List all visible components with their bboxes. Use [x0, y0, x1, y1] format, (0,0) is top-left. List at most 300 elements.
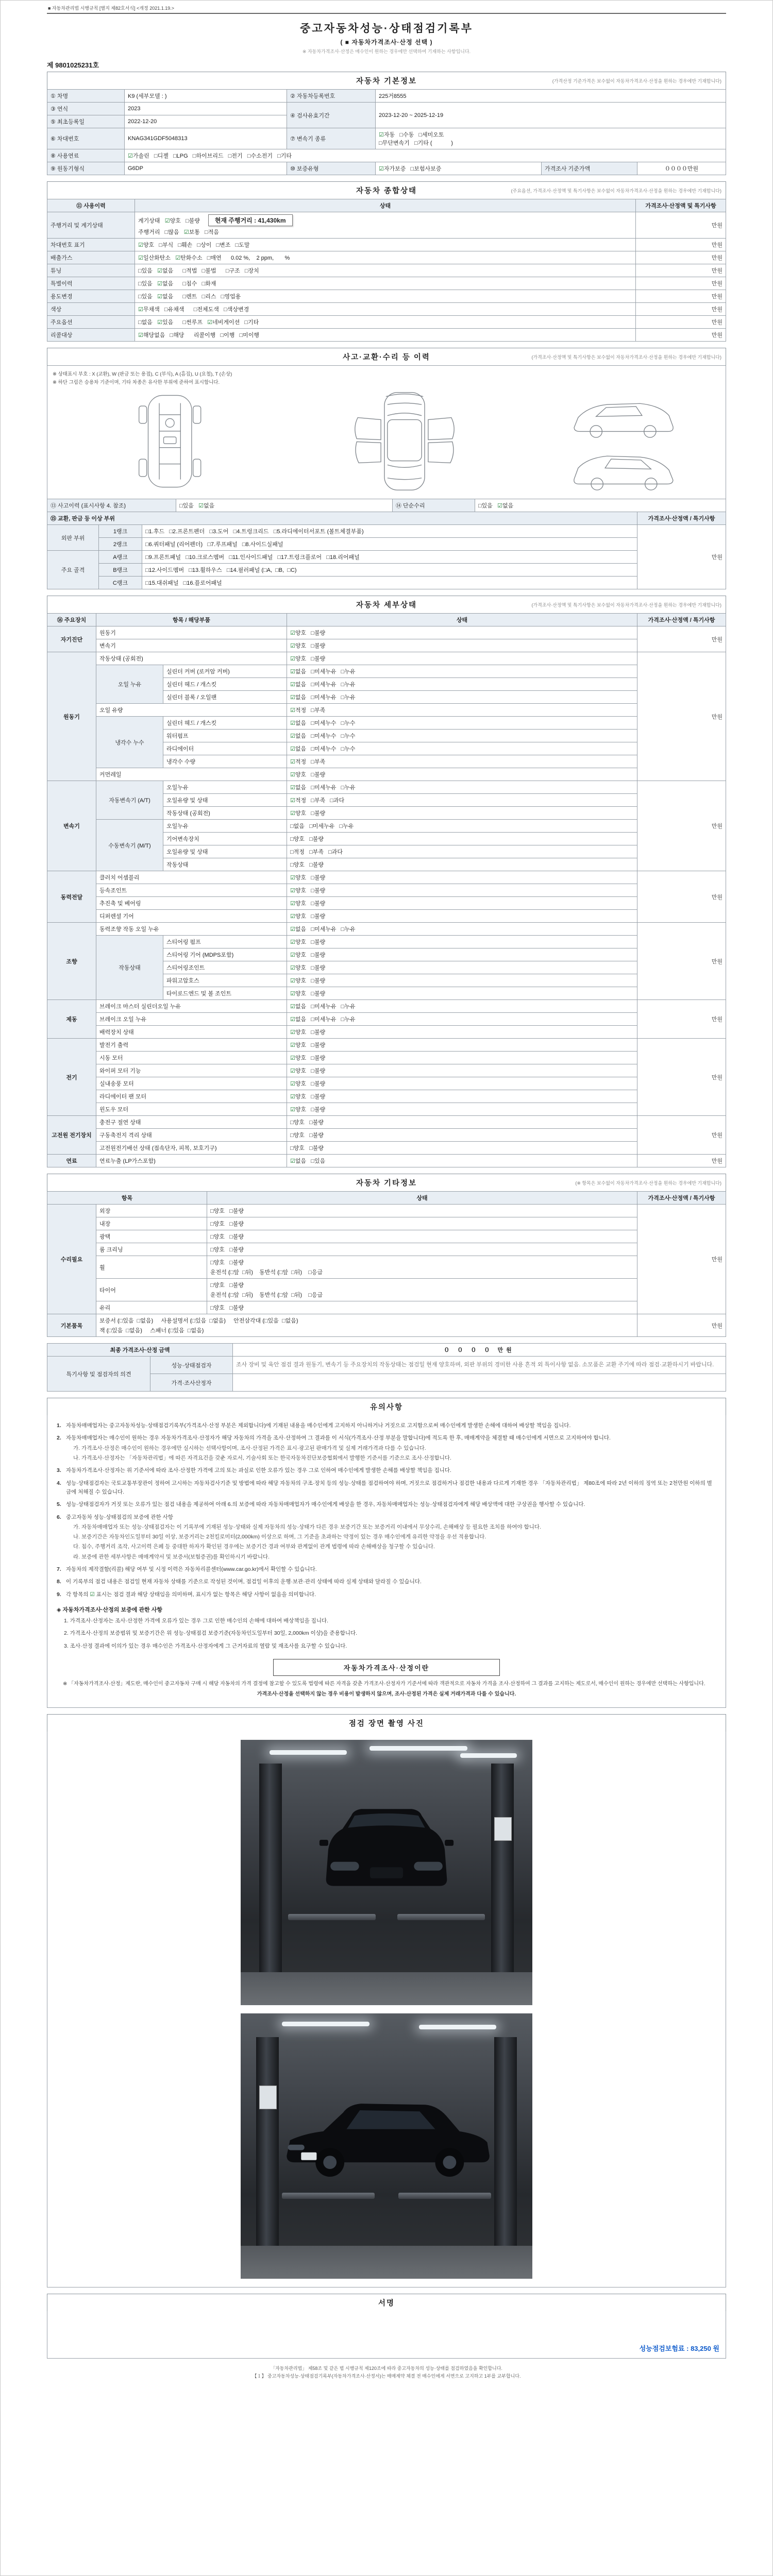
part-label: 배력장치 상태 [96, 1026, 287, 1039]
state-checkboxes[interactable]: □양호 □불량 [287, 858, 637, 871]
detail-row [47, 1243, 726, 1256]
part-label: 유리 [96, 1301, 207, 1314]
overall-row [47, 251, 726, 264]
state-checkboxes[interactable]: ☑양호 □불량 [287, 1039, 637, 1052]
state-checkboxes[interactable]: □양호 □불량 [207, 1243, 637, 1256]
state-checkboxes[interactable]: □적정 □부족 □과다 [287, 845, 637, 858]
state-checkboxes[interactable]: □양호 □불량 운전석 (□앞 □뒤) 동반석 (□앞 □뒤) □응급 [207, 1279, 637, 1301]
part-label: 워터펌프 [163, 730, 287, 742]
reg-no-label: ② 자동차등록번호 [287, 90, 376, 103]
device-label: 동력전달 [47, 871, 96, 923]
device-label: 자기진단 [47, 626, 96, 652]
detail-row [47, 936, 726, 948]
transmission-options-line2: □무단변속기 □기타 ( ) [379, 140, 453, 146]
part-label: 스티어링조인트 [163, 961, 287, 974]
notice-item: 8. 이 기록부의 점검 내용은 점검일 현재 자동차 상태를 기준으로 작성된 것이며, 점검일 이후의 운행·보관·관리 상태에 따라 실제 상태와 달라질 수 있습니다. [57, 1579, 422, 1585]
state-checkboxes[interactable]: ☑없음 □미세누수 □누수 [287, 742, 637, 755]
state-checkboxes[interactable]: ☑양호 □불량 [287, 807, 637, 820]
panel-group-label: 외판 부위 [47, 525, 99, 551]
state-checkboxes[interactable]: ☑양호 □불량 [287, 897, 637, 910]
rank-label: B랭크 [99, 564, 142, 577]
accident-header [47, 348, 726, 365]
detail-row [47, 1090, 726, 1103]
state-checkboxes[interactable]: □양호 □불량 [207, 1217, 637, 1230]
detail-row [47, 910, 726, 923]
state-checkboxes[interactable]: ☑양호 □불량 [287, 1077, 637, 1090]
lift-post-left [259, 1764, 282, 1972]
overall-note: (주요옵션, 가격조사·산정액 및 특기사항은 보수없이 자동차가격조사·산정을 원하는 경우에만 기재합니다) [511, 188, 721, 193]
lift-post-left [256, 2037, 279, 2246]
part-label: 구동축전지 격리 상태 [96, 1129, 287, 1142]
final-amount-value: ０ ０ ０ ０ 만원 [233, 1344, 726, 1357]
price-cell: 만원 [637, 1116, 726, 1155]
warranty-item: 3. 조사·산정 결과에 이의가 있는 경우 매수인은 가격조사·산정자에게 그 근거자료의 열람 및 재조사를 요구할 수 있습니다. [64, 1642, 347, 1649]
fuel-checkboxes[interactable]: ☑가솔린 □디젤 □LPG □하이브리드 □전기 □수소전기 □기타 [125, 149, 726, 162]
first-reg-value: 2022-12-20 [125, 115, 287, 128]
state-checkboxes[interactable]: ☑양호 □불량 [287, 639, 637, 652]
notice-item: 3. 자동차가격조사·산정자는 위 기준서에 따라 조사·산정한 가격에 고의 또는 과실로 인한 오류가 있는 경우 그로 인하여 매수인에게 발생한 손해를 배상할 책임을 집니다. [57, 1467, 451, 1474]
price-cell: 만원 [637, 871, 726, 923]
part-label: 실린더 블록 / 오일팬 [163, 691, 287, 704]
state-checkboxes[interactable]: ☑양호 □불량 [287, 1026, 637, 1039]
usage-history-label: 특별이력 [47, 277, 135, 290]
document-subtitle: ( ■ 자동차가격조사·산정 선택 ) [340, 39, 433, 46]
document-subtitle-note: ※ 자동차가격조사·산정은 매수인이 원하는 경우에만 선택하여 기재하는 사항입니다. [302, 49, 471, 54]
state-checkboxes[interactable]: ☑양호 □불량 [287, 626, 637, 639]
state-checkboxes[interactable]: □있음 ☑없음 □적법 □불법 □구조 □장치 [135, 264, 636, 277]
detail-row [47, 1301, 726, 1314]
etc-title: 자동차 기타정보 [356, 1179, 417, 1188]
title-block [47, 20, 726, 55]
col-etc-state: 상태 [207, 1192, 637, 1205]
state-checkboxes[interactable]: ☑없음 □미세누유 □누유 [287, 691, 637, 704]
notice-list [57, 1421, 716, 1651]
car-diagram-perspective-column [564, 392, 683, 492]
notice-item: 7. 자동차의 제작결함(리콜) 해당 여부 및 시정 이력은 자동차리콜센터(www.car.go.kr)에서 확인할 수 있습니다. [57, 1566, 317, 1573]
state-checkboxes[interactable]: ☑양호 □불량 [287, 961, 637, 974]
document-title: 중고자동차성능·상태점검기록부 [300, 23, 473, 35]
detail-row [47, 1205, 726, 1217]
part-label: 원동기 [96, 626, 287, 639]
state-checkboxes[interactable]: ☑양호 □불량 [287, 948, 637, 961]
state-checkboxes[interactable]: ☑없음 □미세누유 □누유 [287, 781, 637, 794]
state-checkboxes[interactable]: ☑양호 □불량 [287, 974, 637, 987]
state-checkboxes[interactable]: □없음 ☑있음 □썬루프 ☑네비게이션 □기타 [135, 316, 636, 329]
state-checkboxes[interactable]: 계기상태 ☑양호 □불량 현재 주행거리 : 41,430km 주행거리 □많음 ☑보통 □적음 [135, 212, 636, 239]
car-diagram-front-perspective [564, 392, 683, 439]
exchange-row [47, 538, 726, 551]
state-checkboxes[interactable]: □양호 □불량 [287, 1116, 637, 1129]
state-checkboxes[interactable]: ☑양호 □부식 □훼손 □상이 □변조 □도말 [135, 239, 636, 251]
appraiser-label: 가격·조사산정자 [150, 1374, 233, 1392]
car-diagram-top-view [320, 388, 490, 494]
state-checkboxes[interactable]: ☑양호 □불량 [287, 1090, 637, 1103]
state-checkboxes[interactable]: ☑양호 □불량 [287, 652, 637, 665]
part-label: 외장 [96, 1205, 207, 1217]
section-overall-condition [47, 181, 726, 342]
panel-checkboxes[interactable]: □9.프론트패널 □10.크로스멤버 □11.인사이드패널 □17.트렁크플로어 □18.리어패널 [142, 551, 637, 564]
accident-history-label: ⑬ 사고이력 (표시사항 4. 참조) [47, 499, 176, 512]
overall-row [47, 212, 726, 239]
price-cell: 만원 [637, 781, 726, 871]
state-checkboxes[interactable]: ☑양호 □불량 [287, 1064, 637, 1077]
state-checkboxes[interactable]: ☑없음 □미세누수 □누수 [287, 730, 637, 742]
detail-row [47, 717, 726, 730]
part-label: 발전기 출력 [96, 1039, 287, 1052]
device-label: 변속기 [47, 781, 96, 871]
accident-title: 사고·교환·수리 등 이력 [343, 353, 430, 362]
price-cell: 만원 [637, 1155, 726, 1167]
detail-row [47, 652, 726, 665]
exchange-row [47, 564, 726, 577]
rank-label: C랭크 [99, 577, 142, 589]
subgroup-label: 수동변속기 (M/T) [96, 820, 163, 871]
state-checkboxes[interactable]: ☑해당없음 □해당 리콜이행 □이행 □미이행 [135, 329, 636, 342]
part-label: 브레이크 오일 누유 [96, 1013, 287, 1026]
car-diagrams [53, 388, 720, 494]
detail-row [47, 639, 726, 652]
warranty-item: 2. 가격조사·산정의 보증범위 및 보증기간은 위 성능·상태점검 보증기준(자동차인도일부터 30일, 2,000km 이상)을 준용합니다. [64, 1630, 358, 1637]
part-label: 스티어링 펌프 [163, 936, 287, 948]
price-cell: 만원 [637, 525, 726, 589]
car-silhouette-side [277, 2080, 498, 2191]
etc-column-headers [47, 1192, 726, 1205]
ceiling-light [282, 2022, 369, 2026]
overall-row [47, 239, 726, 251]
appraiser-opinion-text [233, 1374, 726, 1392]
detail-row [47, 1230, 726, 1243]
final-price-table [47, 1343, 726, 1392]
ceiling-light [460, 1753, 517, 1758]
part-label: 작동상태 (공회전) [96, 652, 287, 665]
state-checkboxes[interactable]: □양호 □불량 [287, 1142, 637, 1155]
price-cell: 만원 [637, 652, 726, 781]
row-fuel [47, 149, 726, 162]
part-label: 라디에이터 팬 모터 [96, 1090, 287, 1103]
overall-condition-table [47, 199, 726, 342]
state-checkboxes[interactable]: ☑양호 □불량 [287, 871, 637, 884]
state-checkboxes[interactable]: ☑양호 □불량 [287, 1103, 637, 1116]
state-checkboxes[interactable]: ☑적정 □부족 [287, 704, 637, 717]
final-amount-label: 최종 가격조사·산정 금액 [47, 1344, 233, 1357]
usage-history-label: 색상 [47, 303, 135, 316]
state-checkboxes[interactable]: □양호 □불량 [207, 1205, 637, 1217]
row-car-name [47, 90, 726, 103]
basic-info-note: (가격산정 기준가격은 보수없이 자동차가격조사·산정을 원하는 경우에만 기재합니다) [552, 78, 721, 83]
usage-history-label: 튜닝 [47, 264, 135, 277]
detail-row [47, 1064, 726, 1077]
price-definition-text: ※ 「자동차가격조사·산정」제도란, 매수인이 중고자동차 구매 시 해당 자동차의 가격 결정에 참고할 수 있도록 법령에 따른 자격을 갖춘 가격조사·산정자가 기준서에 따라 객관적으로 자동차 가격을 조사·산정하여 그 결과를 고지하는 제도로서, 매수인이 원하는 경우에만 선택하는 사항입니다. [63, 1681, 705, 1687]
part-label: 브레이크 마스터 실린더오일 누유 [96, 1000, 287, 1013]
price-cell: 만원 [636, 290, 726, 303]
state-checkboxes[interactable]: ☑없음 □미세누유 □누유 [287, 1000, 637, 1013]
state-checkboxes[interactable]: □양호 □불량 [287, 833, 637, 845]
notice-item: 9. 각 항목의 ☑ 표시는 점검 결과 해당 상태임을 의미하며, 표시가 없는 항목은 해당 사항이 없음을 의미합니다. [57, 1591, 316, 1598]
notice-item: 1. 자동차매매업자는 중고자동차성능·상태점검기록부(가격조사·산정 부분은 제외합니다)에 기재된 내용을 매수인에게 고지하지 아니하거나 거짓으로 고지함으로써 매수인에게 발생한 손해에 대하여 배상할 책임을 집니다. [57, 1422, 571, 1429]
accident-history-row [47, 499, 726, 512]
exchange-label: ⑮ 교환, 판금 등 이상 부위 [47, 512, 637, 525]
signature-title: 서명 [378, 2299, 395, 2308]
part-label: 내장 [96, 1217, 207, 1230]
inspection-photo-side [241, 2013, 532, 2279]
state-checkboxes[interactable]: □없음 □미세누유 □누유 [287, 820, 637, 833]
overall-row [47, 316, 726, 329]
price-cell: 만원 [636, 303, 726, 316]
state-checkboxes[interactable]: ☑양호 □불량 [287, 910, 637, 923]
inspection-period-value: 2023-12-20 ~ 2025-12-19 [376, 103, 726, 128]
part-label: 오일누유 [163, 781, 287, 794]
part-label: 타이어 [96, 1279, 207, 1301]
lift-placard [494, 1817, 512, 1841]
part-label: 오일누유 [163, 820, 287, 833]
part-label: 변속기 [96, 639, 287, 652]
first-reg-label: ⑤ 최초등록일 [47, 115, 125, 128]
part-label: 광택 [96, 1230, 207, 1243]
section-final-price [47, 1343, 726, 1392]
panel-checkboxes[interactable]: □12.사이드멤버 □13.휠하우스 □14.필러패널 (□A, □B, □C) [142, 564, 637, 577]
state-checkboxes[interactable]: ☑양호 □불량 [287, 987, 637, 1000]
price-cell: 만원 [636, 277, 726, 290]
section-photos [47, 1714, 726, 2287]
notice-item: 4. 성능·상태점검자는 국토교통부장관이 정하여 고시하는 자동차검사기준 및 방법에 따라 해당 자동차의 구조·장치 등의 성능·상태를 점검하여야 하며, 거짓으로 점검하거나 점검한 내용과 다르게 기재한 경우 「자동차관리법」 제80조에 따라 2년 이하의 징역 또는 2천만원 이하의 벌금에 처해질 수 있습니다. [57, 1480, 712, 1495]
detail-row [47, 1314, 726, 1337]
car-name-label: ① 차명 [47, 90, 125, 103]
detail-row [47, 1103, 726, 1116]
detail-row [47, 1077, 726, 1090]
price-cell: 만원 [637, 626, 726, 652]
ceiling-light [369, 1746, 467, 1751]
device-label: 수리필요 [47, 1205, 96, 1314]
state-checkboxes[interactable]: □양호 □불량 [207, 1301, 637, 1314]
basic-info-table [47, 89, 726, 175]
inspector-opinion-row [47, 1357, 726, 1374]
device-label: 기본품목 [47, 1314, 96, 1337]
col-state: 상태 [135, 199, 636, 212]
engine-type-value: G6DP [125, 162, 287, 175]
part-label: 디퍼렌셜 기어 [96, 910, 287, 923]
state-checkboxes[interactable]: ☑적정 □부족 [287, 755, 637, 768]
car-silhouette-front [304, 1797, 469, 1907]
state-checkboxes[interactable]: ☑없음 □미세누유 □누유 [287, 665, 637, 678]
year-value: 2023 [125, 103, 287, 115]
state-checkboxes[interactable]: ☑일산화탄소 ☑탄화수소 □매연 0.02 %, 2 ppm, % [135, 251, 636, 264]
state-checkboxes[interactable]: ☑양호 □불량 [287, 884, 637, 897]
accident-note: (가격조사·산정액 및 특기사항은 보수없이 자동차가격조사·산정을 원하는 경우에만 기재합니다) [531, 354, 721, 360]
device-label: 고전원 전기장치 [47, 1116, 96, 1155]
part-label: 윈도우 모터 [96, 1103, 287, 1116]
state-checkboxes[interactable]: □양호 □불량 운전석 (□앞 □뒤) 동반석 (□앞 □뒤) □응급 [207, 1256, 637, 1279]
signature-body [47, 2311, 726, 2359]
base-price-label: 가격조사 기준가액 [542, 162, 637, 175]
part-label: 오일유량 및 상태 [163, 794, 287, 807]
detail-row [47, 884, 726, 897]
detail-row [47, 1279, 726, 1301]
col-etc-price: 가격조사·산정액 / 특기사항 [637, 1192, 726, 1205]
state-checkboxes[interactable]: □있음 ☑없음 □침수 □화재 [135, 277, 636, 290]
usage-history-label: 배출가스 [47, 251, 135, 264]
price-definition-box [273, 1659, 500, 1676]
detail-row [47, 1026, 726, 1039]
part-label: 고전원전기배선 상태 (접속단자, 피복, 보호기구) [96, 1142, 287, 1155]
state-checkboxes[interactable]: □양호 □불량 [287, 1129, 637, 1142]
state-checkboxes[interactable]: ☑양호 □불량 [287, 768, 637, 781]
photos-body [47, 1732, 726, 2287]
detail-row [47, 626, 726, 639]
detail-row [47, 1142, 726, 1155]
document-page [47, 4, 726, 2381]
part-label: 파워고압호스 [163, 974, 287, 987]
part-label: 커먼레일 [96, 768, 287, 781]
usage-history-label: 주요옵션 [47, 316, 135, 329]
notice-item: 6. 중고자동차 성능·상태점검의 보증에 관한 사항 가. 자동차매매업자 또는 성능·상태점검자는 이 기록부에 기재된 성능·상태와 실제 자동차의 성능·상태가 다른 경우 보증기간 또는 보증거리 이내에서 무상수리, 손해배상 등 필요한 조치를 하여야 합니다. 나. 보증기간은 자동차인도일부터 30일 이상, 보증거리는 2천킬로미터(2,000km) 이상으로 하며, 그 기준을 초과하는 약정이 있는 경우 매수인에게 유리한 약정을 우선 적용합니다. 다. 침수, 주행거리 조작, 사고이력 은폐 등 중대한 하자가 확인된 경우에는 보증기간 경과 여부와 관계없이 관계 법령에 따라 손해배상을 청구할 수 있습니다. 라. 보증에 관한 세부사항은 매매계약서 및 보증서(보험증권)를 확인하시기 바랍니다. [57, 1514, 541, 1560]
warranty-checkboxes[interactable]: ☑자가보증 □보험사보증 [376, 162, 542, 175]
exchange-row [47, 551, 726, 564]
detail-header [47, 596, 726, 613]
transmission-label: ⑦ 변속기 종류 [287, 128, 376, 149]
section-basic-info [47, 72, 726, 175]
detail-row [47, 1013, 726, 1026]
state-checkboxes[interactable]: ☑무채색 □유채색 □전체도색 □색상변경 [135, 303, 636, 316]
diagram-note-legend: ※ 하단 그림은 승용차 기준이며, 기타 차종은 유사한 부위에 준하여 표시합니다. [53, 380, 220, 385]
panel-checkboxes[interactable]: □1.후드 □2.프론트펜더 □3.도어 □4.트렁크리드 □5.라디에이터서포트 (볼트체결부품) [142, 525, 637, 538]
overall-row [47, 329, 726, 342]
item-checkboxes[interactable]: 보증서 (□있음 □없음) 사용설명서 (□있음 □없음) 안전삼각대 (□있음 □없음) 잭 (□있음 □없음) 스패너 (□있음 □없음) [96, 1314, 637, 1337]
price-cell: 만원 [636, 212, 726, 239]
panel-checkboxes[interactable]: □15.대쉬패널 □16.플로어패널 [142, 577, 637, 589]
etc-note: (※ 항목은 보수없이 자동차가격조사·산정을 원하는 경우에만 기재합니다) [575, 1180, 721, 1185]
part-label: 연료누출 (LP가스포함) [96, 1155, 287, 1167]
panel-checkboxes[interactable]: □6.쿼터패널 (리어펜더) □7.루프패널 □8.사이드실패널 [142, 538, 637, 551]
part-label: 오일 유량 [96, 704, 287, 717]
state-checkboxes[interactable]: ☑적정 □부족 □과다 [287, 794, 637, 807]
photos-header [47, 1714, 726, 1732]
state-checkboxes[interactable]: □있음 ☑없음 □렌트 □리스 □영업용 [135, 290, 636, 303]
subgroup-label: 자동변속기 (A/T) [96, 781, 163, 820]
reg-no-value: 225거8555 [376, 90, 726, 103]
detail-row [47, 1116, 726, 1129]
col-detail-state: 상태 [287, 614, 637, 626]
price-cell: 만원 [636, 316, 726, 329]
price-definition-emphasis: 가격조사·산정을 선택하지 않는 경우 비용이 발생하지 않으며, 조사·산정된 가격은 실제 거래가격과 다를 수 있습니다. [257, 1691, 516, 1698]
detail-row [47, 897, 726, 910]
row-vin [47, 128, 726, 149]
notice-title: 유의사항 [369, 1403, 404, 1412]
car-diagram-rear-perspective [564, 444, 683, 492]
exchange-row [47, 577, 726, 589]
part-label: 실린더 헤드 / 개스킷 [163, 678, 287, 691]
price-cell: 만원 [637, 1205, 726, 1314]
part-label: 냉각수 수량 [163, 755, 287, 768]
part-label: 시동 모터 [96, 1052, 287, 1064]
section-etc-info [47, 1174, 726, 1337]
car-name-value: K9 (세부모델 : ) [125, 90, 287, 103]
detail-row [47, 768, 726, 781]
state-checkboxes[interactable]: □양호 □불량 [207, 1230, 637, 1243]
price-cell: 만원 [637, 1039, 726, 1116]
subgroup-label: 오일 누유 [96, 665, 163, 704]
subgroup-label: 냉각수 누수 [96, 717, 163, 768]
device-label: 제동 [47, 1000, 96, 1039]
part-label: 와이퍼 모터 기능 [96, 1064, 287, 1077]
part-label: 클러치 어셈블리 [96, 871, 287, 884]
car-diagram-underbody [90, 388, 245, 494]
usage-history-label: 용도변경 [47, 290, 135, 303]
footer-line1: 「자동차관리법」 제58조 및 같은 법 시행규칙 제120조에 따라 중고자동차의 성능·상태를 점검하였음을 확인합니다. [271, 2365, 502, 2371]
state-checkboxes[interactable]: ☑양호 □불량 [287, 1052, 637, 1064]
final-amount-row [47, 1344, 726, 1357]
col-item-part: 항목 / 해당부품 [96, 614, 287, 626]
overall-row [47, 303, 726, 316]
state-checkboxes[interactable]: ☑없음 □있음 [287, 1155, 637, 1167]
detail-column-headers [47, 614, 726, 626]
row-year [47, 103, 726, 115]
fee-amount: 83,250 원 [691, 2344, 719, 2352]
form-reference: ■ 자동차관리법 시행규칙 [별지 제82호서식] <개정 2021.1.19.> [47, 4, 726, 14]
overall-row [47, 290, 726, 303]
col-usage-history: ⑪ 사용이력 [47, 199, 135, 212]
subgroup-label: 작동상태 [96, 936, 163, 1000]
part-label: 기어변속장치 [163, 833, 287, 845]
lift-arm [398, 2193, 491, 2199]
overall-title: 자동차 종합상태 [356, 187, 417, 195]
opinion-label: 특기사항 및 점검자의 의견 [47, 1357, 150, 1392]
price-cell: 만원 [636, 329, 726, 342]
detail-row [47, 1039, 726, 1052]
section-detail-condition [47, 596, 726, 1167]
price-cell: 만원 [636, 264, 726, 277]
price-cell: 만원 [636, 239, 726, 251]
part-label: 동력조향 작동 오일 누유 [96, 923, 287, 936]
part-label: 룸 크리닝 [96, 1243, 207, 1256]
state-checkboxes[interactable]: ☑양호 □불량 [287, 936, 637, 948]
workshop-floor [241, 2246, 532, 2279]
state-checkboxes[interactable]: ☑없음 □미세누유 □누유 [287, 678, 637, 691]
detail-note: (가격조사·산정액 및 특기사항은 보수없이 자동차가격조사·산정을 원하는 경우에만 기재합니다) [531, 602, 721, 607]
detail-row [47, 1256, 726, 1279]
col-detail-price: 가격조사·산정액 / 특기사항 [637, 614, 726, 626]
part-label: 오일유량 및 상태 [163, 845, 287, 858]
vin-label: ⑥ 차대번호 [47, 128, 125, 149]
notice-item: 2. 자동차매매업자는 매수인이 원하는 경우 자동차가격조사·산정자가 해당 자동차의 가격을 조사·산정하여 그 결과를 이 서식(가격조사·산정 부분을 말합니다)에 적도록 한 후, 매매계약을 체결할 때 매수인에게 서면으로 고지하여야 합니다. 가. 가격조사·산정은 매수인이 원하는 경우에만 실시하는 선택사항이며, 조사·산정된 가격은 표시·광고된 판매가격 및 실제 거래가격과 다를 수 있습니다. 나. 가격조사·산정자는 「자동차관리법」에 따른 자격요건을 갖춘 자로서, 기술사회 또는 한국자동차진단보증협회에서 발행한 기준서를 기준으로 조사·산정합니다. [57, 1435, 611, 1461]
base-price-value: ００００만원 [637, 162, 726, 175]
state-checkboxes[interactable]: ☑없음 □미세누수 □누수 [287, 717, 637, 730]
fuel-label: ⑧ 사용연료 [47, 149, 125, 162]
detail-row [47, 820, 726, 833]
transmission-checkboxes[interactable] [376, 128, 726, 149]
transmission-options-line1: ☑자동 □수동 □세미오토 [379, 132, 444, 138]
overall-header [47, 181, 726, 199]
usage-history-label: 리콜대상 [47, 329, 135, 342]
price-definition-title: 자동차가격조사·산정이란 [343, 1664, 430, 1672]
part-label: 실내송풍 모터 [96, 1077, 287, 1090]
lift-arm [282, 2193, 375, 2199]
accident-history-checkboxes[interactable]: □있음 ☑없음 [176, 499, 393, 512]
current-mileage-box: 현재 주행거리 : 41,430km [208, 214, 293, 226]
document-number: 제 9801025231호 [47, 61, 99, 69]
etc-info-table [47, 1191, 726, 1337]
col-price: 가격조사·산정액 및 특기사항 [636, 199, 726, 212]
detail-row [47, 1217, 726, 1230]
overall-row [47, 277, 726, 290]
detail-row [47, 923, 726, 936]
detail-row [47, 665, 726, 678]
detail-condition-table [47, 613, 726, 1167]
state-checkboxes[interactable]: ☑없음 □미세누유 □누유 [287, 1013, 637, 1026]
simple-repair-checkboxes[interactable]: □있음 ☑없음 [475, 499, 726, 512]
state-checkboxes[interactable]: ☑없음 □미세누유 □누유 [287, 923, 637, 936]
part-label: 충전구 절연 상태 [96, 1116, 287, 1129]
part-label: 실린더 헤드 / 개스킷 [163, 717, 287, 730]
